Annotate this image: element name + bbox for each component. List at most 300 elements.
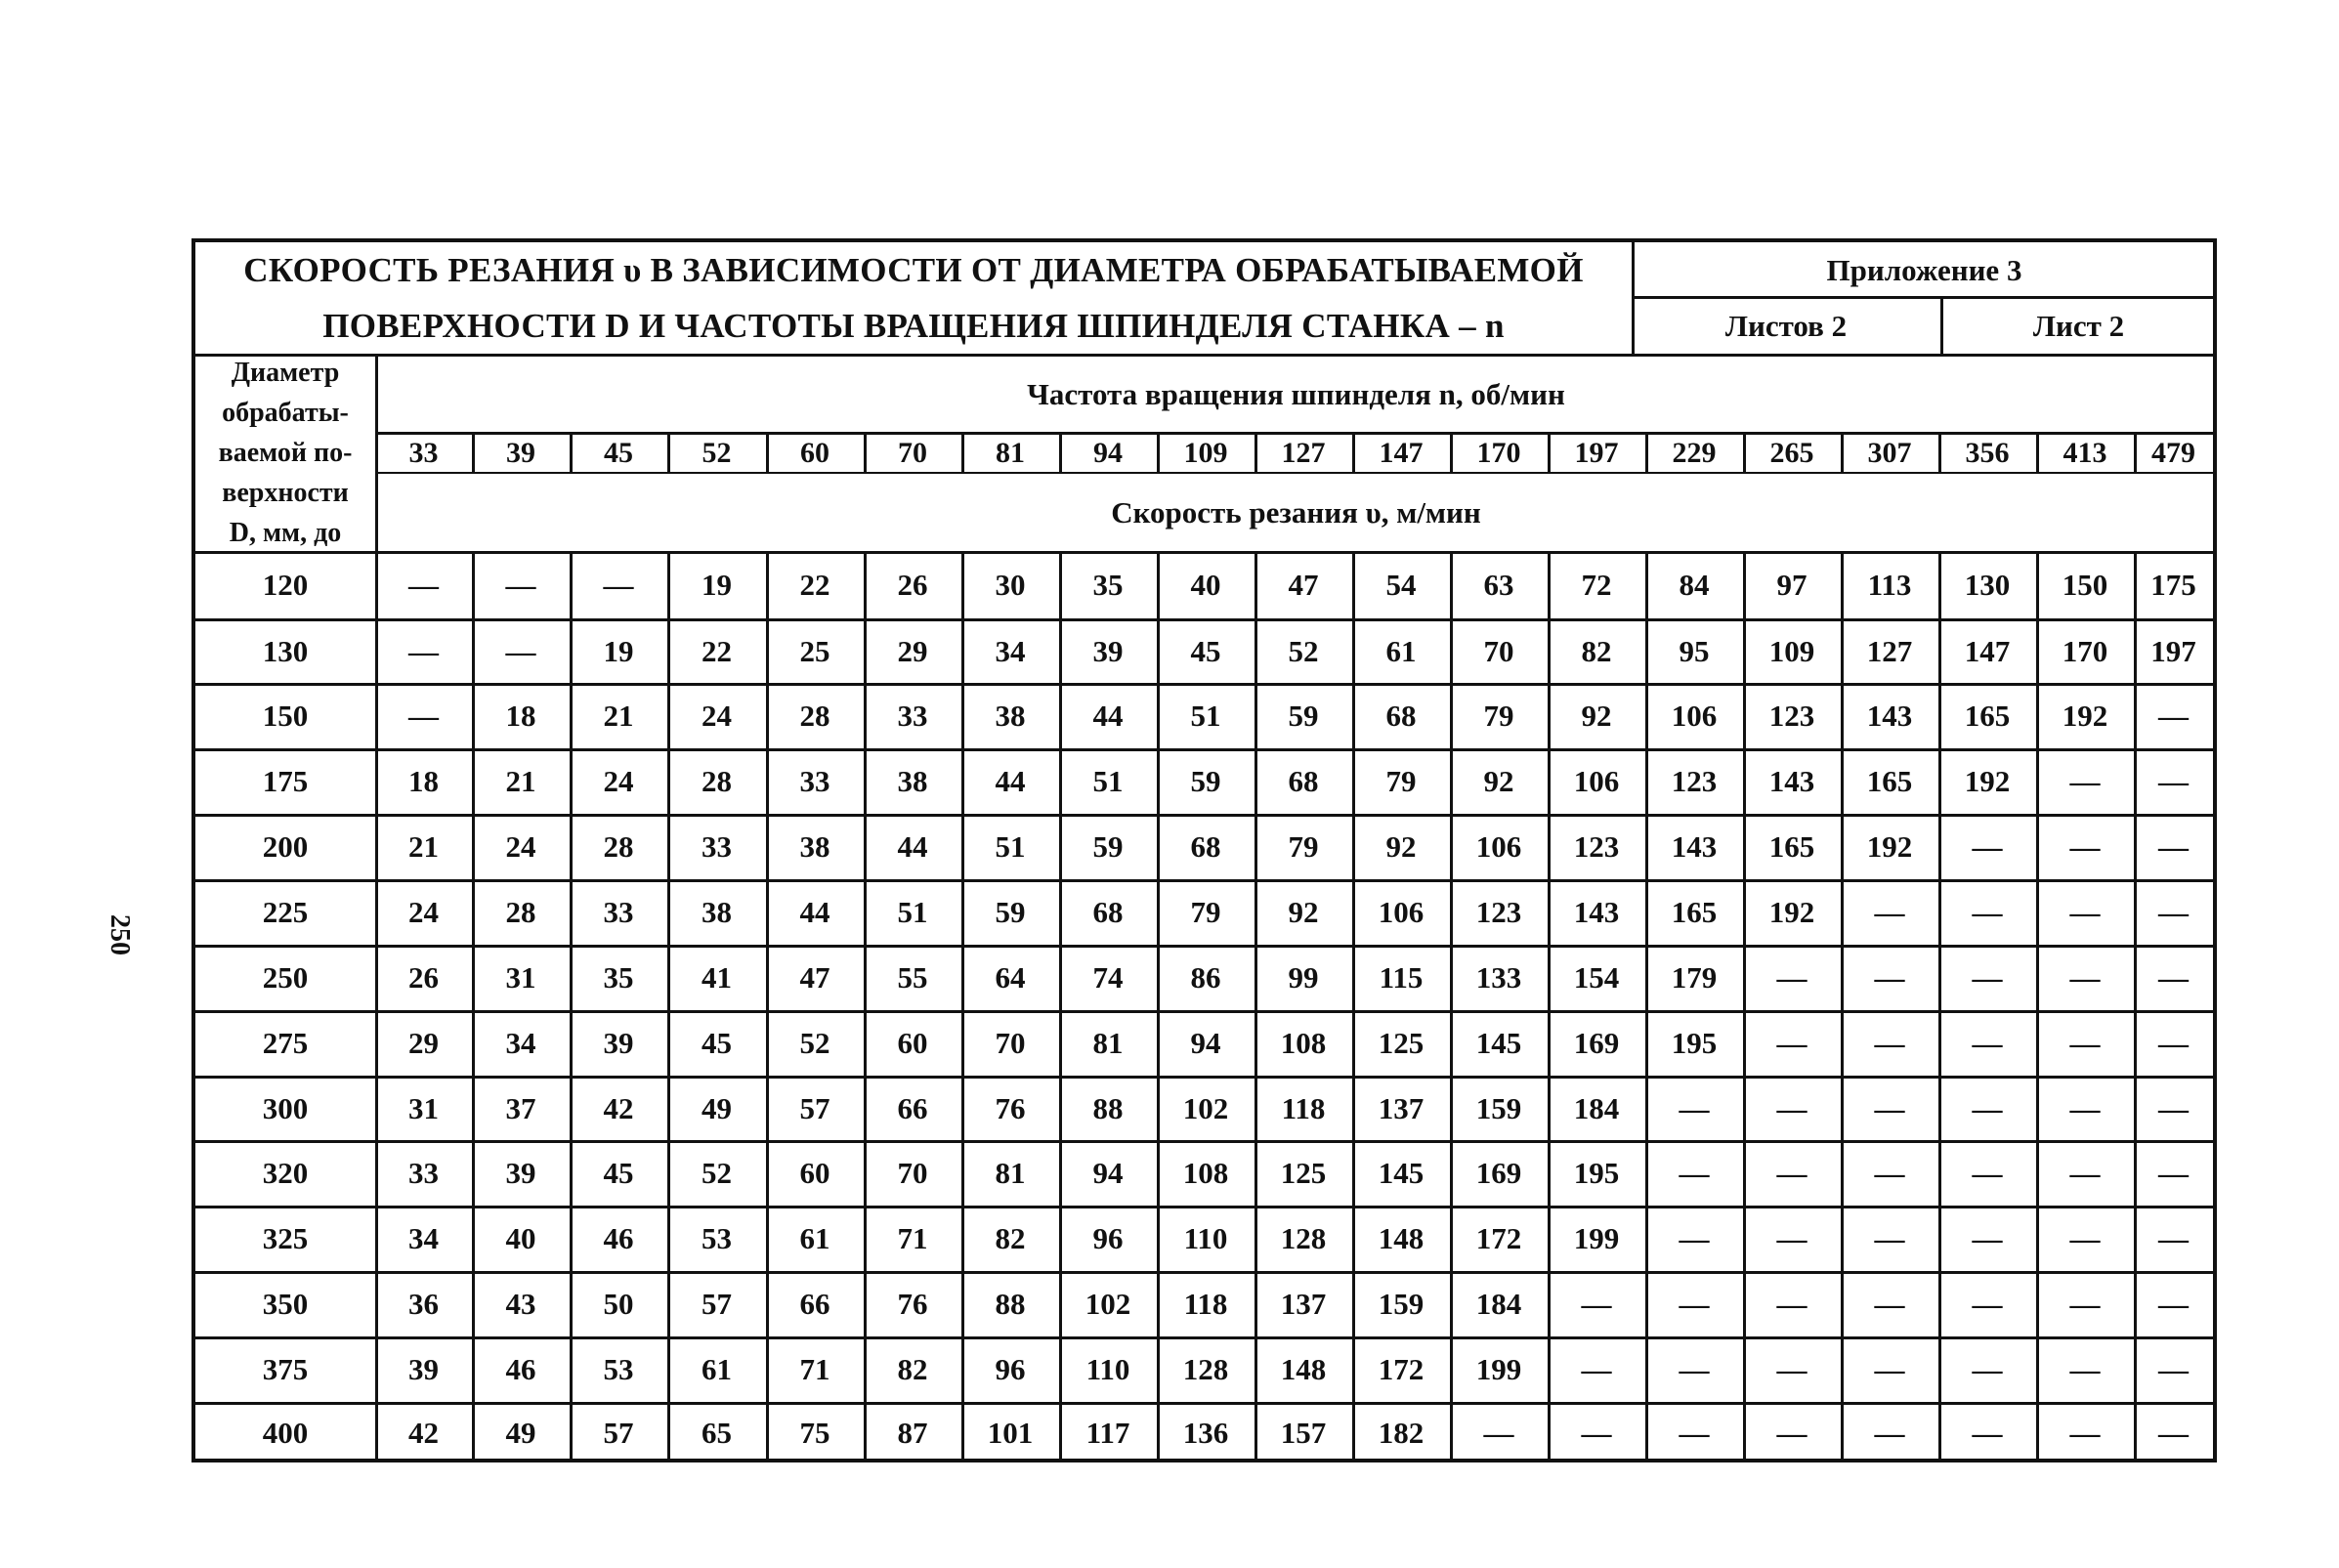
speed-value: 39	[408, 1352, 439, 1386]
speed-value: 33	[702, 829, 732, 864]
speed-value: 137	[1378, 1090, 1425, 1125]
diameter-value: 320	[262, 1156, 309, 1190]
speed-value: 21	[408, 829, 439, 864]
speed-value: 117	[1085, 1415, 1130, 1450]
speed-value: 92	[1483, 764, 1514, 798]
speed-value: 38	[897, 764, 928, 798]
speed-value: —	[1581, 1352, 1612, 1386]
rpm-value: 127	[1281, 437, 1326, 469]
speed-value: 76	[995, 1090, 1026, 1125]
speed-value: —	[2158, 1026, 2189, 1060]
speed-value: —	[2069, 1352, 2101, 1386]
speed-value: —	[2158, 1287, 2189, 1321]
speed-value: —	[2158, 1090, 2189, 1125]
rpm-value: 229	[1672, 437, 1717, 469]
speed-value: 123	[1573, 829, 1620, 864]
speed-value: 192	[1866, 829, 1913, 864]
speed-value: 54	[1385, 568, 1417, 602]
speed-value: 169	[1573, 1026, 1620, 1060]
speed-value: —	[1679, 1352, 1710, 1386]
speed-value: 39	[1092, 633, 1124, 668]
speed-value: 169	[1475, 1156, 1522, 1190]
speed-value: 70	[995, 1026, 1026, 1060]
speed-value: 165	[1671, 895, 1718, 929]
speed-value: —	[1972, 1287, 2003, 1321]
speed-value: 145	[1475, 1026, 1522, 1060]
speed-value: —	[2069, 1156, 2101, 1190]
speed-value: 55	[897, 960, 928, 995]
speed-value: —	[1581, 1287, 1612, 1321]
speed-value: 88	[1092, 1090, 1124, 1125]
speed-value: 128	[1280, 1221, 1327, 1255]
speed-value: 92	[1581, 699, 1612, 733]
speed-value: 165	[1768, 829, 1815, 864]
speed-value: 95	[1679, 633, 1710, 668]
speed-value: —	[2069, 1221, 2101, 1255]
speed-value: 109	[1768, 633, 1815, 668]
speed-value: 60	[799, 1156, 830, 1190]
speed-value: 143	[1768, 764, 1815, 798]
speed-value: 22	[702, 633, 732, 668]
speed-value: 66	[799, 1287, 830, 1321]
speed-value: 33	[897, 699, 928, 733]
speed-value: 102	[1182, 1090, 1229, 1125]
speed-value: 40	[1190, 568, 1221, 602]
speed-value: 199	[1573, 1221, 1620, 1255]
speed-value: 175	[2150, 568, 2196, 602]
speed-value: 24	[408, 895, 439, 929]
speed-value: 88	[995, 1287, 1026, 1321]
speed-value: —	[2069, 1090, 2101, 1125]
speed-value: 60	[897, 1026, 928, 1060]
title-line-1: СКОРОСТЬ РЕЗАНИЯ υ В ЗАВИСИМОСТИ ОТ ДИАМЕТРА ОБРАБАТЫВАЕМОЙ	[243, 250, 1584, 289]
speed-value: 182	[1378, 1415, 1425, 1450]
speed-value: 41	[702, 960, 732, 995]
speed-value: 127	[1866, 633, 1913, 668]
speed-value: 81	[1092, 1026, 1124, 1060]
speed-value: 24	[505, 829, 536, 864]
speed-value: —	[1874, 960, 1905, 995]
speed-value: 179	[1671, 960, 1718, 995]
speed-value: 52	[702, 1156, 732, 1190]
speed-value: 59	[1092, 829, 1124, 864]
speed-value: 106	[1378, 895, 1425, 929]
speed-value: 35	[603, 960, 634, 995]
speed-value: 65	[702, 1415, 732, 1450]
speed-value: 19	[603, 633, 634, 668]
speed-value: 81	[995, 1156, 1026, 1190]
speed-value: 34	[408, 1221, 439, 1255]
speed-value: 96	[1092, 1221, 1124, 1255]
rpm-value: 33	[408, 437, 439, 469]
diameter-value: 350	[262, 1287, 309, 1321]
speed-value: 35	[1092, 568, 1124, 602]
speed-value: 115	[1379, 960, 1424, 995]
speed-value: 79	[1288, 829, 1319, 864]
speed-value: 192	[2062, 699, 2108, 733]
speed-value: —	[1776, 1090, 1807, 1125]
diameter-value: 325	[262, 1221, 309, 1255]
speed-value: 72	[1581, 568, 1612, 602]
rpm-value: 60	[800, 437, 829, 469]
diameter-value: 175	[262, 764, 309, 798]
speed-table-sheet	[191, 238, 2217, 1462]
speed-value: 79	[1385, 764, 1417, 798]
speed-value: 92	[1385, 829, 1417, 864]
speed-value: 154	[1573, 960, 1620, 995]
speed-value: 44	[897, 829, 928, 864]
speed-value: —	[2158, 1415, 2189, 1450]
speed-value: 29	[897, 633, 928, 668]
rpm-value: 94	[1093, 437, 1123, 469]
speed-value: 31	[408, 1090, 439, 1125]
diameter-header-line: D, мм, до	[229, 518, 342, 548]
speed-value: 172	[1378, 1352, 1425, 1386]
diameter-value: 250	[262, 960, 309, 995]
speed-value: 165	[1964, 699, 2011, 733]
speed-value: 44	[1092, 699, 1124, 733]
speed-value: —	[1972, 1156, 2003, 1190]
speed-value: 106	[1573, 764, 1620, 798]
speed-value: 106	[1671, 699, 1718, 733]
speed-value: 106	[1475, 829, 1522, 864]
title-line-2: ПОВЕРХНОСТИ D И ЧАСТОТЫ ВРАЩЕНИЯ ШПИНДЕЛЯ СТАНКА – n	[322, 306, 1505, 345]
speed-value: 57	[702, 1287, 732, 1321]
speed-value: 37	[505, 1090, 536, 1125]
speed-value: 42	[408, 1415, 439, 1450]
header-divider	[1632, 296, 2213, 299]
speed-value: 170	[2062, 633, 2108, 668]
speed-value: 45	[702, 1026, 732, 1060]
speed-value: 57	[799, 1090, 830, 1125]
speed-value: 184	[1573, 1090, 1620, 1125]
speed-value: 125	[1378, 1026, 1425, 1060]
table-border	[195, 354, 2213, 357]
speed-value: 38	[995, 699, 1026, 733]
speed-value: 57	[603, 1415, 634, 1450]
speed-value: 47	[799, 960, 830, 995]
speed-value: 82	[897, 1352, 928, 1386]
speed-value: —	[1874, 895, 1905, 929]
speed-value: 68	[1288, 764, 1319, 798]
rpm-value: 356	[1965, 437, 2010, 469]
speed-value: 28	[702, 764, 732, 798]
speed-value: —	[1776, 1156, 1807, 1190]
speed-value: 71	[799, 1352, 830, 1386]
rpm-value: 413	[2063, 437, 2107, 469]
speed-value: 82	[1581, 633, 1612, 668]
speed-value: 28	[505, 895, 536, 929]
speed-value: 195	[1671, 1026, 1718, 1060]
speed-value: 52	[1288, 633, 1319, 668]
speed-value: 118	[1281, 1090, 1326, 1125]
speed-value: —	[1679, 1156, 1710, 1190]
diameter-value: 150	[262, 699, 309, 733]
speed-value: 53	[603, 1352, 634, 1386]
speed-value: 31	[505, 960, 536, 995]
speed-value: 159	[1378, 1287, 1425, 1321]
speed-value: 192	[1964, 764, 2011, 798]
speed-value: 28	[603, 829, 634, 864]
rpm-value: 109	[1183, 437, 1228, 469]
speed-value: —	[2158, 1156, 2189, 1190]
speed-value: 49	[505, 1415, 536, 1450]
speed-value: 64	[995, 960, 1026, 995]
speed-value: —	[1972, 1026, 2003, 1060]
speed-value: 99	[1288, 960, 1319, 995]
speed-value: —	[603, 568, 634, 602]
speed-value: —	[2158, 764, 2189, 798]
speed-value: 21	[505, 764, 536, 798]
page-number: 250	[105, 914, 135, 955]
speed-value: 51	[995, 829, 1026, 864]
speed-value: 51	[897, 895, 928, 929]
rpm-value: 81	[996, 437, 1025, 469]
diameter-value: 225	[262, 895, 309, 929]
speed-value: 68	[1190, 829, 1221, 864]
rpm-value: 479	[2151, 437, 2195, 469]
speed-value: 30	[995, 568, 1026, 602]
diameter-value: 300	[262, 1090, 309, 1125]
speed-value: —	[1874, 1090, 1905, 1125]
speed-value: 53	[702, 1221, 732, 1255]
speed-value: 148	[1280, 1352, 1327, 1386]
speed-value: 51	[1190, 699, 1221, 733]
speed-value: 38	[799, 829, 830, 864]
speed-value: 33	[408, 1156, 439, 1190]
speed-value: 22	[799, 568, 830, 602]
speed-value: —	[1972, 1352, 2003, 1386]
speed-value: 101	[987, 1415, 1034, 1450]
speed-value: —	[2158, 1352, 2189, 1386]
speed-value: 128	[1182, 1352, 1229, 1386]
speed-value: 165	[1866, 764, 1913, 798]
speed-value: 113	[1867, 568, 1912, 602]
speed-value: 39	[603, 1026, 634, 1060]
speed-value: —	[1776, 1287, 1807, 1321]
speed-value: —	[1776, 1026, 1807, 1060]
speed-value: 21	[603, 699, 634, 733]
speed-value: —	[2069, 1026, 2101, 1060]
speed-value: 44	[799, 895, 830, 929]
speed-value: 24	[702, 699, 732, 733]
speed-value: 197	[2150, 633, 2196, 668]
speed-value: —	[2069, 1287, 2101, 1321]
speed-value: 33	[799, 764, 830, 798]
rpm-value: 147	[1379, 437, 1424, 469]
speed-value: 199	[1475, 1352, 1522, 1386]
speed-value: 59	[1190, 764, 1221, 798]
speed-value: 76	[897, 1287, 928, 1321]
speed-value: —	[408, 633, 439, 668]
speed-value: —	[1874, 1156, 1905, 1190]
speed-value: 123	[1671, 764, 1718, 798]
speed-value: —	[2158, 699, 2189, 733]
speed-value: 19	[702, 568, 732, 602]
rpm-band-header: Частота вращения шпинделя n, об/мин	[1027, 377, 1565, 411]
speed-value: 61	[702, 1352, 732, 1386]
rpm-value: 265	[1769, 437, 1814, 469]
speed-value: 59	[995, 895, 1026, 929]
speed-value: 26	[897, 568, 928, 602]
speed-value: —	[2069, 960, 2101, 995]
speed-value: 46	[505, 1352, 536, 1386]
speed-value: —	[2069, 895, 2101, 929]
speed-value: 133	[1475, 960, 1522, 995]
speed-value: —	[1776, 1352, 1807, 1386]
speed-value: —	[1679, 1415, 1710, 1450]
diameter-header	[195, 356, 375, 551]
speed-value: —	[1972, 829, 2003, 864]
speed-value: 172	[1475, 1221, 1522, 1255]
speed-value: 68	[1385, 699, 1417, 733]
speed-value: 157	[1280, 1415, 1327, 1450]
speed-value: —	[1679, 1221, 1710, 1255]
speed-value: 143	[1866, 699, 1913, 733]
speed-value: 45	[603, 1156, 634, 1190]
speed-value: —	[408, 568, 439, 602]
speed-value: —	[1972, 1415, 2003, 1450]
speed-value: —	[2158, 895, 2189, 929]
diameter-header-line: верхности	[222, 478, 349, 508]
speed-value: 33	[603, 895, 634, 929]
diameter-header-line: Диаметр	[231, 358, 340, 388]
speed-value: 42	[603, 1090, 634, 1125]
speed-value: —	[2158, 1221, 2189, 1255]
speed-value: 92	[1288, 895, 1319, 929]
speed-value: 40	[505, 1221, 536, 1255]
speed-value: 184	[1475, 1287, 1522, 1321]
sheet-current: Лист 2	[2032, 308, 2125, 343]
speed-value: —	[2069, 764, 2101, 798]
speed-value: 59	[1288, 699, 1319, 733]
speed-value: 159	[1475, 1090, 1522, 1125]
speed-value: —	[1972, 1090, 2003, 1125]
speed-value: —	[1972, 960, 2003, 995]
speed-value: 38	[702, 895, 732, 929]
speed-value: 108	[1280, 1026, 1327, 1060]
speed-value: 79	[1190, 895, 1221, 929]
speed-value: 123	[1475, 895, 1522, 929]
speed-value: 82	[995, 1221, 1026, 1255]
speed-value: —	[408, 699, 439, 733]
speed-value: 195	[1573, 1156, 1620, 1190]
rpm-value: 170	[1476, 437, 1521, 469]
speed-value: 148	[1378, 1221, 1425, 1255]
speed-value: —	[2069, 1415, 2101, 1450]
speed-value: 136	[1182, 1415, 1229, 1450]
speed-value: 97	[1776, 568, 1807, 602]
speed-value: 75	[799, 1415, 830, 1450]
speed-value: —	[1874, 1221, 1905, 1255]
speed-value: —	[2158, 960, 2189, 995]
rpm-value: 70	[898, 437, 927, 469]
header-divider	[1940, 296, 1943, 354]
speed-value: 61	[1385, 633, 1417, 668]
speed-value: 39	[505, 1156, 536, 1190]
speed-value: 46	[603, 1221, 634, 1255]
speed-value: 68	[1092, 895, 1124, 929]
speed-value: —	[1874, 1352, 1905, 1386]
speed-value: 192	[1768, 895, 1815, 929]
speed-value: —	[1972, 1221, 2003, 1255]
speed-value: 137	[1280, 1287, 1327, 1321]
speed-value: 28	[799, 699, 830, 733]
speed-band-header: Скорость резания υ, м/мин	[1111, 494, 1481, 530]
speed-value: 110	[1183, 1221, 1228, 1255]
speed-value: —	[1874, 1415, 1905, 1450]
rpm-value: 52	[702, 437, 732, 469]
speed-value: 79	[1483, 699, 1514, 733]
speed-value: 125	[1280, 1156, 1327, 1190]
speed-value: 118	[1183, 1287, 1228, 1321]
speed-value: 70	[1483, 633, 1514, 668]
rpm-value: 307	[1867, 437, 1912, 469]
speed-value: 61	[799, 1221, 830, 1255]
sheets-total: Листов 2	[1724, 308, 1848, 343]
speed-value: 94	[1092, 1156, 1124, 1190]
speed-value: 34	[995, 633, 1026, 668]
diameter-value: 200	[262, 829, 309, 864]
speed-value: 102	[1084, 1287, 1131, 1321]
speed-value: —	[1679, 1090, 1710, 1125]
speed-value: 49	[702, 1090, 732, 1125]
speed-value: 71	[897, 1221, 928, 1255]
diameter-value: 275	[262, 1026, 309, 1060]
diameter-header-line: обрабаты-	[222, 398, 349, 428]
speed-value: 147	[1964, 633, 2011, 668]
speed-value: 86	[1190, 960, 1221, 995]
speed-value: 87	[897, 1415, 928, 1450]
speed-value: 145	[1378, 1156, 1425, 1190]
speed-value: 110	[1085, 1352, 1130, 1386]
speed-value: 26	[408, 960, 439, 995]
speed-value: 51	[1092, 764, 1124, 798]
diameter-value: 120	[262, 568, 309, 602]
speed-value: 74	[1092, 960, 1124, 995]
speed-value: —	[1776, 1221, 1807, 1255]
speed-value: —	[2158, 829, 2189, 864]
speed-value: 29	[408, 1026, 439, 1060]
speed-value: —	[1483, 1415, 1514, 1450]
speed-value: 50	[603, 1287, 634, 1321]
speed-value: —	[1776, 1415, 1807, 1450]
speed-value: 36	[408, 1287, 439, 1321]
speed-value: —	[1679, 1287, 1710, 1321]
speed-value: 45	[1190, 633, 1221, 668]
speed-value: —	[1776, 960, 1807, 995]
speed-value: —	[1874, 1026, 1905, 1060]
speed-value: 84	[1679, 568, 1710, 602]
speed-value: 52	[799, 1026, 830, 1060]
speed-value: 18	[505, 699, 536, 733]
speed-value: 150	[2062, 568, 2108, 602]
speed-value: 70	[897, 1156, 928, 1190]
speed-value: —	[1581, 1415, 1612, 1450]
speed-value: 25	[799, 633, 830, 668]
speed-value: 44	[995, 764, 1026, 798]
diameter-value: 400	[262, 1415, 309, 1450]
appendix-label: Приложение 3	[1826, 252, 2022, 287]
speed-value: —	[1972, 895, 2003, 929]
speed-value: —	[505, 568, 536, 602]
speed-value: —	[1874, 1287, 1905, 1321]
speed-value: —	[2069, 829, 2101, 864]
speed-value: 43	[505, 1287, 536, 1321]
rpm-value: 197	[1574, 437, 1619, 469]
speed-value: 18	[408, 764, 439, 798]
speed-value: 130	[1964, 568, 2011, 602]
